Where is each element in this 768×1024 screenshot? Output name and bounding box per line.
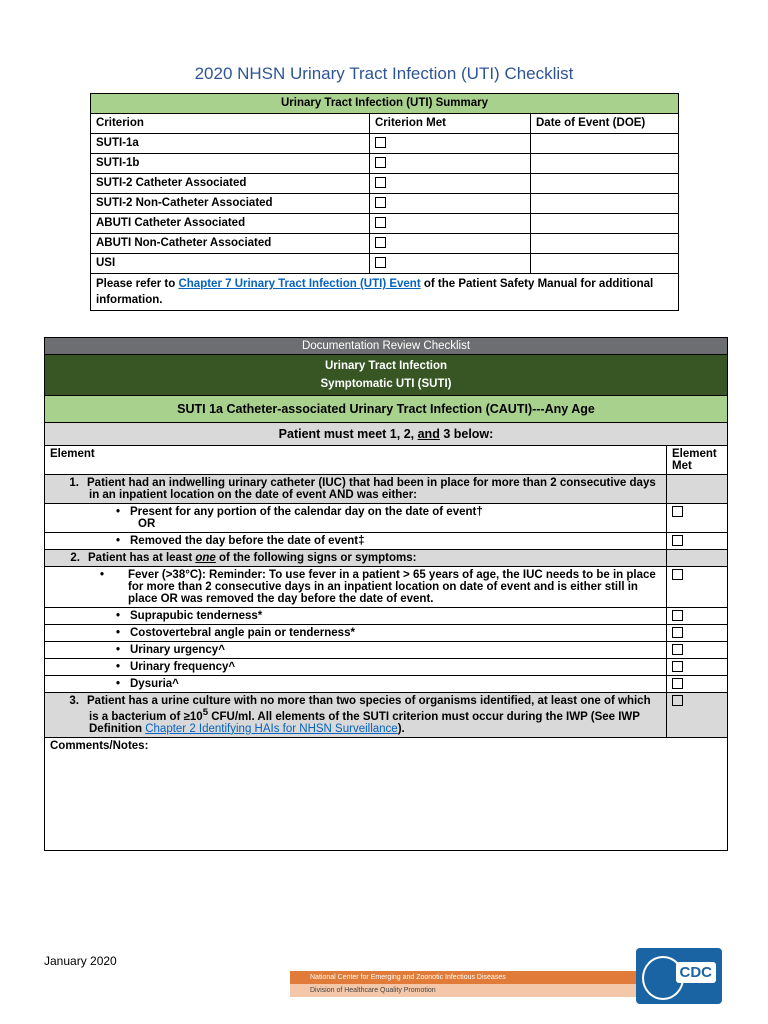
review-header: Documentation Review Checklist [45,338,728,355]
documentation-review-table [44,337,728,851]
must-meet: Patient must meet 1, 2, and 3 below: [45,423,728,446]
col-element-met: Element Met [667,446,728,475]
checkbox[interactable] [672,644,683,655]
col-element: Element [45,446,667,475]
doe-cell[interactable] [531,214,679,234]
doe-cell[interactable] [531,194,679,214]
table-row [91,194,679,214]
table-row [91,134,679,154]
list-item: 2. Patient has at least one of the following signs or symptoms: [45,550,728,567]
list-item: • Costovertebral angle pain or tenderness* [45,625,728,642]
list-item: • Fever (>38°C): Reminder: To use fever in a patient > 65 years of age, the IUC needs to be in place for more than 2 consecutive days in an inpatient location on date of event and is either still in place OR was removed the day before the date of event. [45,567,728,608]
checkbox[interactable] [375,217,386,228]
table-row [91,174,679,194]
list-item: • Dysuria^ [45,676,728,693]
criterion-label: ABUTI Catheter Associated [91,214,370,234]
criterion-label: SUTI-2 Non-Catheter Associated [91,194,370,214]
list-item: 3. Patient has a urine culture with no more than two species of organisms identified, at least one of which is a bacterium of $\ge 10^5$ CFU/ml. All elements of the SUTI criterion must occur during the IWP (See IWP Definition Chapter 2 Identifying HAIs for NHSN Surveillance). [45,693,728,738]
comments-notes[interactable]: Comments/Notes: [45,737,728,850]
checkbox[interactable] [672,535,683,546]
checkbox[interactable] [672,506,683,517]
chapter2-link[interactable]: Chapter 2 Identifying HAIs for NHSN Surveillance [145,722,398,735]
cdc-logo: CDC [636,948,722,1004]
list-item: 1. Patient had an indwelling urinary catheter (IUC) that had been in place for more than 2 consecutive days in an inpatient location on the date of event AND was either: [45,475,728,504]
list-item: • Urinary frequency^ [45,659,728,676]
checkbox[interactable] [375,237,386,248]
checkbox[interactable] [375,197,386,208]
col-criterion: Criterion [91,114,370,134]
table-row [91,254,679,274]
criterion-label: SUTI-2 Catheter Associated [91,174,370,194]
checkbox[interactable] [672,569,683,580]
checkbox[interactable] [375,257,386,268]
doe-cell[interactable] [531,174,679,194]
checkbox[interactable] [375,137,386,148]
checkbox[interactable] [672,610,683,621]
doe-cell[interactable] [531,234,679,254]
col-doe: Date of Event (DOE) [531,114,679,134]
table-row [91,234,679,254]
checkbox[interactable] [375,157,386,168]
review-subheader: Urinary Tract Infection Symptomatic UTI (SUTI) [45,355,728,396]
section-title: SUTI 1a Catheter-associated Urinary Tract Infection (CAUTI)---Any Age [45,396,728,423]
checkbox[interactable] [672,627,683,638]
table-row [91,214,679,234]
summary-header: Urinary Tract Infection (UTI) Summary [91,94,679,114]
doe-cell[interactable] [531,254,679,274]
cdc-banner: National Center for Emerging and Zoonotic Infectious Diseases Division of Healthcare Quality Promotion [290,971,636,997]
footer-date: January 2020 [44,954,117,968]
uti-summary-table [90,93,679,311]
table-row [91,154,679,174]
chapter7-link[interactable]: Chapter 7 Urinary Tract Infection (UTI) Event [178,278,421,290]
doe-cell[interactable] [531,154,679,174]
list-item: • Present for any portion of the calendar day on the date of event† OR [45,504,728,533]
list-item: • Removed the day before the date of event‡ [45,533,728,550]
page-title: 2020 NHSN Urinary Tract Infection (UTI) Checklist [194,64,574,83]
list-item: • Urinary urgency^ [45,642,728,659]
checkbox[interactable] [375,177,386,188]
list-item: • Suprapubic tenderness* [45,608,728,625]
checkbox[interactable] [672,695,683,706]
summary-note: Please refer to Chapter 7 Urinary Tract Infection (UTI) Event of the Patient Safety Manual for additional information. [91,274,679,311]
col-criterion-met: Criterion Met [370,114,531,134]
criterion-label: USI [91,254,370,274]
doe-cell[interactable] [531,134,679,154]
checkbox[interactable] [672,661,683,672]
criterion-label: SUTI-1b [91,154,370,174]
checkbox[interactable] [672,678,683,689]
criterion-label: ABUTI Non-Catheter Associated [91,234,370,254]
criterion-label: SUTI-1a [91,134,370,154]
